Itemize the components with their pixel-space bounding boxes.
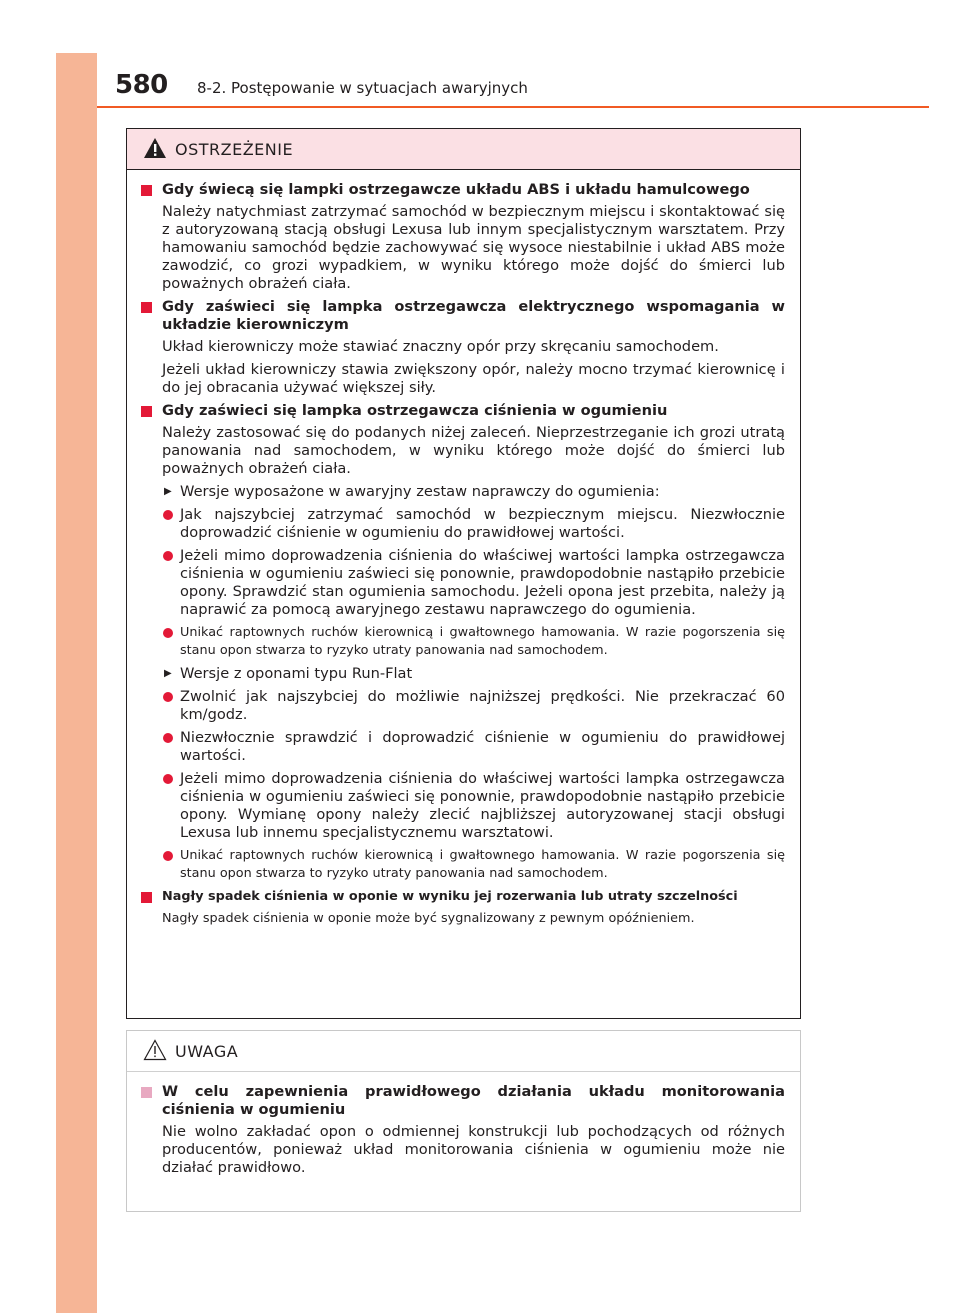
section-title: 8-2. Postępowanie w sytuacjach awaryjnych — [197, 79, 528, 97]
bullet-text: Unikać raptownych ruchów kierownicą i gwałtownego hamowania. W razie pogorszenia się stanu opon stwarza to ryzyko utraty panowania nad samochodem. — [180, 848, 785, 881]
circle-bullet-icon — [163, 733, 173, 743]
note-heading — [140, 1083, 785, 1119]
square-bullet-icon — [141, 185, 152, 196]
list-item — [140, 547, 785, 619]
list-item — [140, 847, 785, 883]
warning-title: OSTRZEŻENIE — [175, 140, 294, 159]
circle-bullet-icon — [163, 774, 173, 784]
bullet-text: Jak najszybciej zatrzymać samochód w bezpiecznym miejscu. Niezwłocznie doprowadzić ciśnienie w ogumieniu do prawidłowej wartości. — [180, 506, 785, 541]
warning-heading-abs — [140, 181, 785, 199]
paragraph: Jeżeli układ kierowniczy stawia zwiększony opór, należy mocno trzymać kierownicę i do jej obracania używać większej siły. — [162, 361, 785, 396]
subsection-text: Wersje wyposażone w awaryjny zestaw naprawczy do ogumienia: — [180, 483, 660, 500]
warning-heading-pressure-drop — [140, 888, 785, 906]
list-item — [140, 688, 785, 724]
subsection-text: Wersje z oponami typu Run-Flat — [180, 665, 413, 682]
list-item — [140, 624, 785, 660]
heading-text: Nagły spadek ciśnienia w oponie w wyniku jej rozerwania lub utraty szczelności — [162, 889, 738, 904]
arrow-right-icon: ▶ — [164, 668, 172, 679]
circle-bullet-icon — [163, 551, 173, 561]
arrow-right-icon: ▶ — [164, 486, 172, 497]
note-title: UWAGA — [175, 1042, 239, 1061]
list-item — [140, 729, 785, 765]
paragraph: Nie wolno zakładać opon o odmiennej konstrukcji lub pochodzących od różnych producentów, ponieważ układ monitorowania ciśnienia w ogumieniu może nie działać prawidłowo. — [162, 1123, 785, 1176]
heading-text: Gdy zaświeci się lampka ostrzegawcza elektrycznego wspomagania w układzie kierowniczym — [162, 298, 785, 333]
subsection-label — [140, 665, 785, 683]
paragraph: Układ kierowniczy może stawiać znaczny opór przy skręcaniu samochodem. — [162, 338, 719, 355]
subsection-label — [140, 483, 785, 501]
warning-box-header — [127, 129, 800, 170]
warning-triangle-icon — [143, 137, 167, 159]
paragraph: Nagły spadek ciśnienia w oponie może być sygnalizowany z pewnym opóźnieniem. — [162, 911, 695, 926]
bullet-text: Zwolnić jak najszybciej do możliwie najniższej prędkości. Nie przekraczać 60 km/godz. — [180, 688, 785, 723]
square-bullet-icon — [141, 892, 152, 903]
bullet-text: Jeżeli mimo doprowadzenia ciśnienia do właściwej wartości lampka ostrzegawcza ciśnienia w ogumieniu zaświeci się ponownie, prawdopodobnie nastąpiło przebicie opony. Wymianę opony należy zlecić najbliższej autoryzowanej stacji obsługi Lexusa lub innemu specjalistycznemu warsztatowi. — [180, 770, 785, 841]
heading-text: Gdy świecą się lampki ostrzegawcze układu ABS i układu hamulcowego — [162, 181, 750, 198]
bullet-text: Jeżeli mimo doprowadzenia ciśnienia do właściwej wartości lampka ostrzegawcza ciśnienia w ogumieniu zaświeci się ponownie, prawdopodobnie nastąpiło przebicie opony. Sprawdzić stan ogumienia samochodu. Jeżeli opona jest przebita, należy ją naprawić za pomocą awaryjnego zestawu naprawczego do ogumienia. — [180, 547, 785, 618]
square-bullet-icon — [141, 302, 152, 313]
circle-bullet-icon — [163, 851, 173, 861]
heading-text: W celu zapewnienia prawidłowego działania układu monitorowania ciśnienia w ogumieniu — [162, 1083, 785, 1118]
square-bullet-icon — [141, 406, 152, 417]
page-header — [97, 70, 929, 108]
header-rule — [97, 106, 929, 108]
warning-content — [127, 181, 800, 933]
list-item — [140, 506, 785, 542]
warning-heading-eps — [140, 298, 785, 334]
circle-bullet-icon — [163, 510, 173, 520]
page-number: 580 — [115, 70, 168, 100]
paragraph: Należy natychmiast zatrzymać samochód w bezpiecznym miejscu i skontaktować się z autoryzowaną stacją obsługi Lexusa lub innym specjalistycznym warsztatem. Przy hamowaniu samochód będzie zachowywać się wysoce niestabilnie i układ ABS może zawodzić, co grozi wypadkiem, w wyniku którego może dojść do śmierci lub poważnych obrażeń ciała. — [162, 203, 785, 292]
warning-box — [126, 128, 801, 1019]
bullet-text: Unikać raptownych ruchów kierownicą i gwałtownego hamowania. W razie pogorszenia się stanu opon stwarza to ryzyko utraty panowania nad samochodem. — [180, 625, 785, 658]
note-box — [126, 1030, 801, 1212]
square-bullet-icon — [141, 1087, 152, 1098]
side-tab-strip — [56, 53, 97, 1313]
heading-text: Gdy zaświeci się lampka ostrzegawcza ciśnienia w ogumieniu — [162, 402, 668, 419]
paragraph: Należy zastosować się do podanych niżej zaleceń. Nieprzestrzeganie ich grozi utratą panowania nad samochodem, w wyniku którego może dojść do śmierci lub poważnych obrażeń ciała. — [162, 424, 785, 477]
note-content — [127, 1083, 800, 1182]
note-box-header — [127, 1031, 800, 1072]
warning-heading-tpws — [140, 402, 785, 420]
list-item — [140, 770, 785, 842]
bullet-text: Niezwłocznie sprawdzić i doprowadzić ciśnienie w ogumieniu do prawidłowej wartości. — [180, 729, 785, 764]
caution-triangle-icon — [143, 1039, 167, 1061]
circle-bullet-icon — [163, 692, 173, 702]
circle-bullet-icon — [163, 628, 173, 638]
